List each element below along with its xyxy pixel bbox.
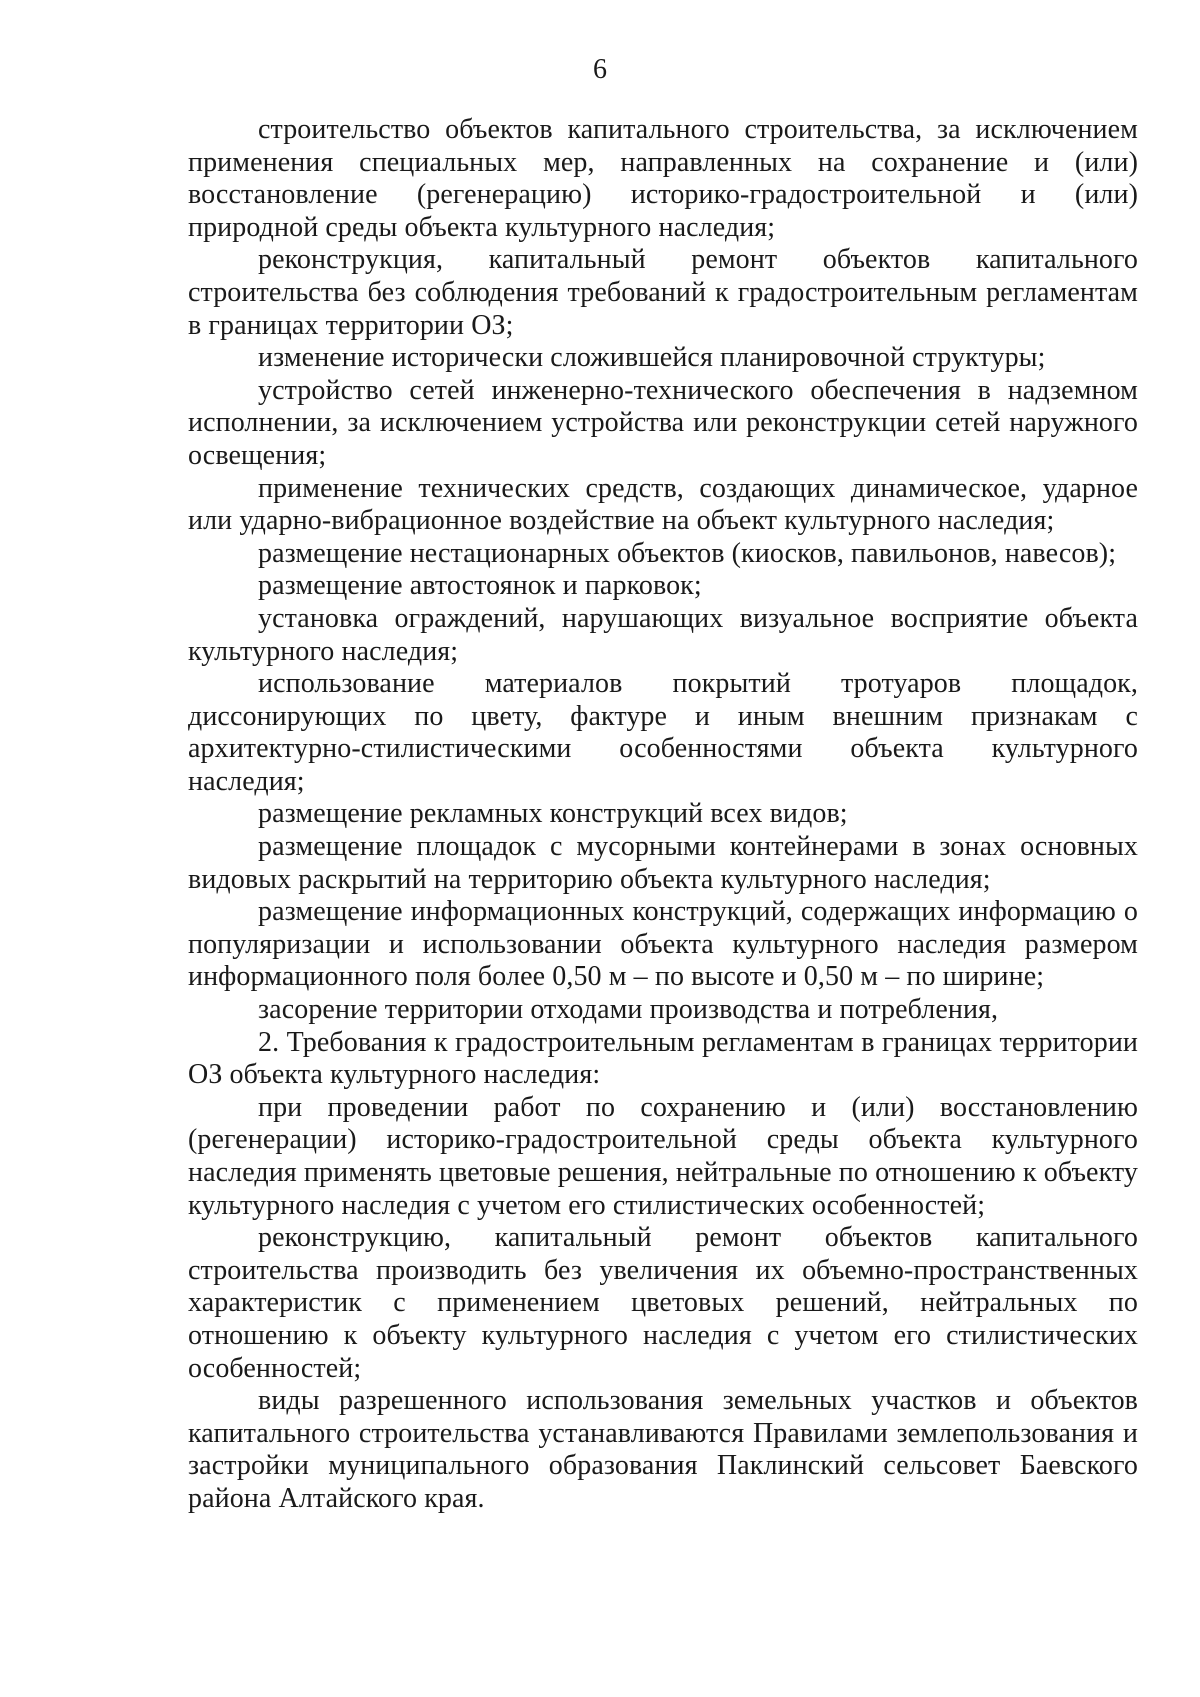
paragraph: размещение рекламных конструкций всех видов; <box>258 798 848 830</box>
paragraph: размещение автостоянок и парковок; <box>258 570 702 602</box>
paragraph: устройство сетей инженерно-технического обеспечения в надземном исполнении, за исключением устройства или реконструкции сетей наружного освещения; <box>188 374 1138 471</box>
paragraph: строительство объектов капитального строительства, за исключением применения специальных мер, направленных на сохранение и (или) восстановление (регенерацию) историко-градостроительной и (или) природной среды объекта культурного наследия; <box>188 114 1138 243</box>
paragraph: установка ограждений, нарушающих визуальное восприятие объекта культурного наследия; <box>188 602 1138 667</box>
paragraph: виды разрешенного использования земельных участков и объектов капитального строительства устанавливаются Правилами землепользования и застройки муниципального образования Паклинский сельсовет Баевского района Алтайского края. <box>188 1385 1138 1514</box>
section-heading-paragraph: 2. Требования к градостроительным регламентам в границах территории ОЗ объекта культурного наследия: <box>188 1026 1138 1091</box>
paragraph: размещение площадок с мусорными контейнерами в зонах основных видовых раскрытий на территорию объекта культурного наследия; <box>188 831 1138 895</box>
page-number: 6 <box>593 54 607 85</box>
paragraph: использование материалов покрытий тротуаров площадок, диссонирующих по цвету, фактуре и иным внешним признакам с архитектурно-стилистическими особенностями объекта культурного наследия; <box>188 668 1138 797</box>
paragraph: засорение территории отходами производства и потребления, <box>258 994 999 1026</box>
paragraph: реконструкцию, капитальный ремонт объектов капитального строительства производить без увеличения их объемно-пространственных характеристик с применением цветовых решений, нейтральных по отношению к объекту культурного наследия с учетом его стилистических особенностей; <box>188 1222 1138 1384</box>
paragraph: применение технических средств, создающих динамическое, ударное или ударно-вибрационное воздействие на объект культурного наследия; <box>188 472 1138 537</box>
document-body <box>188 114 1138 1516</box>
paragraph: изменение исторически сложившейся планировочной структуры; <box>258 342 1046 374</box>
paragraph: размещение информационных конструкций, содержащих информацию о популяризации и использовании объекта культурного наследия размером информационного поля более 0,50 м – по высоте и 0,50 м – по ширине; <box>188 896 1138 993</box>
paragraph: размещение нестационарных объектов (киосков, павильонов, навесов); <box>258 537 1117 569</box>
paragraph: реконструкция, капитальный ремонт объектов капитального строительства без соблюдения требований к градостроительным регламентам в границах территории ОЗ; <box>188 244 1138 341</box>
paragraph: при проведении работ по сохранению и (или) восстановлению (регенерации) историко-градостроительной среды объекта культурного наследия применять цветовые решения, нейтральные по отношению к объекту культурного наследия с учетом его стилистических особенностей; <box>188 1091 1138 1221</box>
